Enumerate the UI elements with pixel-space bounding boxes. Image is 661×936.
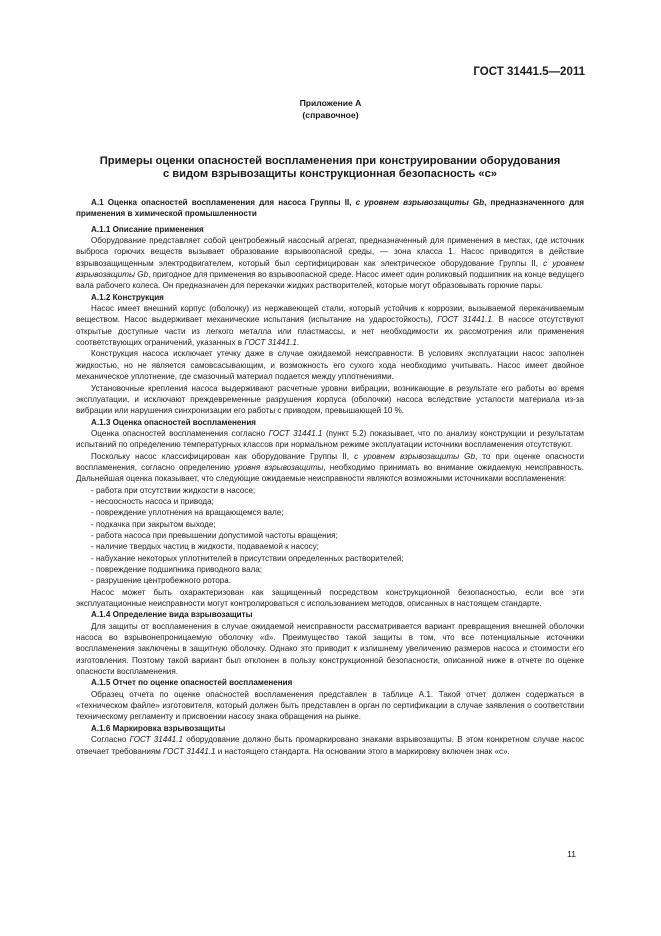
section-a1-3-heading: А.1.3 Оценка опасностей воспламенения (91, 417, 257, 427)
section-a1-6-heading: А.1.6 Маркировка взрывозащиты (91, 723, 226, 733)
section-a1-3-paragraph-1: Оценка опасностей воспламенения согласно ГОСТ 31441.1 (пункт 5.2) показывает, что по анализу конструкции и результатам испытаний по определению температурных классов при нормальном режиме эксплуатации источники воспламенения отсутствуют. (76, 428, 585, 450)
list-item: - работа насоса при превышении допустимой частоты вращения; (91, 530, 338, 540)
section-a1-4-paragraph: Для защиты от воспламенения в случае ожидаемой неисправности рассматривается вариант превращения внешней оболочки насоса во взрывонепроницаемую оболочку «d». Преимущество такой защиты в том, что все потенциальные источники воспламенения заключены в защитную оболочку. Однако это приводит к излишнему увеличению размеров насоса и стоимости его изготовления. Поэтому такой вариант был отклонен в пользу конструкционной безопасности, описанной ниже в отчете по оценке опасности воспламенения. (76, 621, 584, 677)
list-item: - разрушение центробежного ротора. (91, 576, 232, 586)
document-body (76, 197, 584, 757)
section-a1-2-paragraph-1: Насос имеет внешний корпус (оболочку) из нержавеющей стали, который устойчив к коррозии, вызываемой перекачиваемым веществом. Насос выдерживает механические испытания (испытание на ударостойкость), ГОСТ 31441.1. В насосе отсутствуют открытые доступные части из легкого металла или пластмассы, и нет необходимости их рассмотрения или применения соответствующих ограничений, указанных в ГОСТ 31441.1. (76, 304, 584, 348)
page-number: 11 (567, 849, 576, 859)
section-a1-1-paragraph: Оборудование представляет собой центробежный насосный агрегат, предназначенный для применения в местах, где источник выброса горючих веществ вызывает образование взрывоопасной среды, — зона класса 1. Насос приводится в действие взрывозащищенным электродвигателем, который был сертифицирован как электрическое оборудование Группы II, с уровнем взрывозащиты Gb, пригодное для применения во взрывоопасной среде. Насос имеет один роликовый подшипник на конце ведущего вала рабочего колеса. Он предназначен для перекачки жидких растворителей, которые могут образовывать горючие пары. (76, 236, 585, 291)
section-a1-3-paragraph-2: Поскольку насос классифицирован как оборудование Группы II, с уровнем взрывозащиты Gb, то при оценке опасности воспламенения, согласно определению уровня взрывозащиты, необходимо принимать во внимание ожидаемую неисправность. Дальнейшая оценка показывает, что следующие ожидаемые неисправности являются возможными источниками воспламенения: (76, 451, 584, 484)
annex-title (60, 155, 600, 181)
standard-code: ГОСТ 31441.5—2011 (473, 66, 585, 78)
list-item: - подкачка при закрытом выходе; (91, 519, 216, 529)
section-a1-2-paragraph-2: Конструкция насоса исключает утечку даже в случае ожидаемой неисправности. В условиях эксплуатации насос заполнен жидкостью, но не является самовсасывающим, и возможность его сухого хода необходимо учитывать. Насос имеет двойное механическое уплотнение, где смазочный материал подается между уплотнениями. (76, 349, 584, 382)
section-a1-1-heading: А.1.1 Описание применения (91, 224, 204, 234)
section-a1-heading: А.1 Оценка опасностей воспламенения для насоса Группы II, с уровнем взрывозащиты Gb, предназначенного для применения в химической промышленности (76, 198, 584, 219)
section-a1-4-heading: А.1.4 Определение вида взрывозащиты (91, 610, 253, 620)
title-line-1: Примеры оценки опасностей воспламенения при конструировании оборудования (99, 155, 561, 167)
annex-heading (0, 97, 661, 121)
list-item: - работа при отсутствии жидкости в насосе; (91, 485, 256, 495)
annex-type: (справочное) (302, 110, 359, 120)
list-item: - наличие твердых частиц в жидкости, подаваемой к насосу; (91, 542, 319, 552)
list-item: - повреждение уплотнения на вращающемся вале; (91, 508, 284, 518)
section-a1-2-paragraph-3: Установочные крепления насоса выдерживают расчетные уровни вибрации, возникающие в результате его работы во время эксплуатации, и исключают преждевременные разрушения корпуса (оболочки) насоса вследствие усталости материала из-за вибрации или нарушения синхронизации его работы с приводом, превышающей 10 %. (76, 383, 584, 416)
section-a1-2-heading: А.1.2 Конструкция (91, 292, 164, 302)
list-item: - несоосность насоса и привода; (91, 496, 214, 506)
section-a1-3-paragraph-3: Насос может быть охарактеризован как защищенный посредством конструкционной безопасностью, если все эти эксплуатационные неисправности могут контролироваться с использованием методов, описанных в настоящем стандарте. (76, 587, 584, 609)
section-a1-5-heading: А.1.5 Отчет по оценке опасностей воспламенения (91, 678, 293, 688)
annex-name: Приложение А (299, 98, 362, 108)
section-a1-5-paragraph: Образец отчета по оценке опасностей воспламенения представлен в таблице А.1. Такой отчет должен содержаться в «техническом файле» изготовителя, который должен быть представлен в орган по сертификации в случае заявления о соответствии техническому регламенту и присвоении насосу знака обращения на рынке. (76, 689, 584, 722)
list-item: - повреждение подшипника приводного вала; (91, 565, 263, 574)
list-item: - набухание некоторых уплотнителей в присутствии определенных растворителей; (91, 553, 404, 563)
title-line-2: с видом взрывозащиты конструкционная безопасность «c» (162, 168, 498, 180)
failure-list (76, 485, 584, 587)
section-a1-6-paragraph: Согласно ГОСТ 31441.1 оборудование должно быть промаркировано знаками взрывозащиты. В этом конкретном случае насос отвечает требованиям ГОСТ 31441.1 и настоящего стандарта. На основании этого в маркировку включен знак «c». (76, 735, 584, 756)
